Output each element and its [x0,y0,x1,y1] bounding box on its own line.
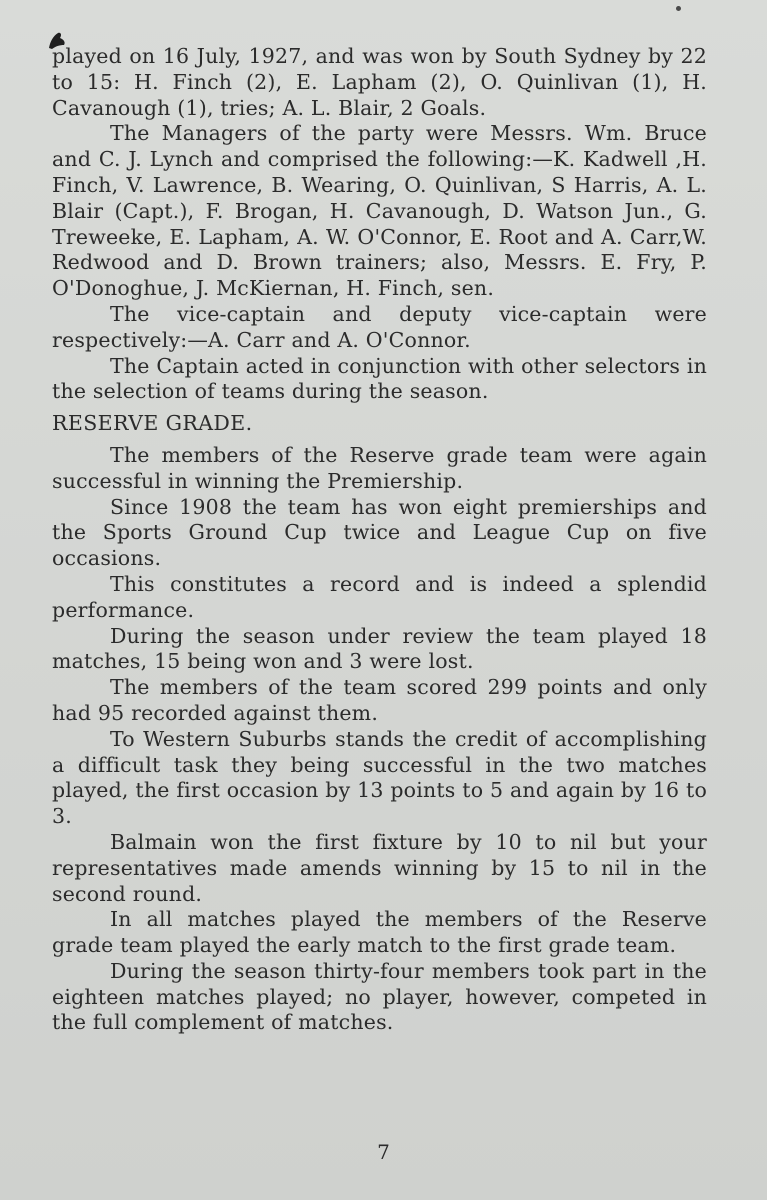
paragraph-since-1908: Since 1908 the team has won eight premierships and the Sports Ground Cup twice and League Cup on five occasions. [52,494,707,571]
page-number: 7 [377,1140,390,1164]
paragraph-thirty-four-members: During the season thirty-four members took part in the eighteen matches played; no player, however, competed in the full complement of matches. [52,958,707,1035]
document-body [52,44,707,1036]
paragraph-points: The members of the team scored 299 points and only had 95 recorded against them. [52,675,707,725]
paragraph-managers: The Managers of the party were Messrs. Wm. Bruce and C. J. Lynch and comprised the following:—K. Kadwell ,H. Finch, V. Lawrence, B. Wearing, O. Quinlivan, S Harris, A. L. Blair (Capt.), F. Brogan, H. Cavanough, D. Watson Jun., G. Treweeke, E. Lapham, A. W. O'Connor, E. Root and A. Carr,W. Redwood and D. Brown trainers; also, Messrs. E. Fry, P. O'Donoghue, J. McKiernan, H. Finch, sen. [52,121,707,301]
paragraph-vice-captain: The vice-captain and deputy vice-captain were respectively:—A. Carr and A. O'Connor. [52,301,707,352]
paragraph-continuation: played on 16 July, 1927, and was won by South Sydney by 22 to 15: H. Finch (2), E. Lapham (2), O. Quinlivan (1), H. Cavanough (1), tries; A. L. Blair, 2 Goals. [52,44,707,120]
paragraph-captain-selectors: The Captain acted in conjunction with other selectors in the selection of teams during the season. [52,353,707,404]
ink-speck [676,6,681,11]
paragraph-season-matches: During the season under review the team played 18 matches, 15 being won and 3 were lost. [52,623,707,674]
paragraph-premiership: The members of the Reserve grade team were again successful in winning the Premiership. [52,442,707,493]
section-heading-reserve-grade: RESERVE GRADE. [52,411,253,436]
paragraph-early-match: In all matches played the members of the Reserve grade team played the early match to the first grade team. [52,907,707,958]
paragraph-balmain: Balmain won the first fixture by 10 to nil but your representatives made amends winning by 15 to nil in the second round. [52,829,707,906]
paragraph-record: This constitutes a record and is indeed a splendid performance. [52,571,707,622]
paragraph-western-suburbs: To Western Suburbs stands the credit of accomplishing a difficult task they being successful in the two matches played, the first occasion by 13 points to 5 and again by 16 to 3. [52,726,707,829]
